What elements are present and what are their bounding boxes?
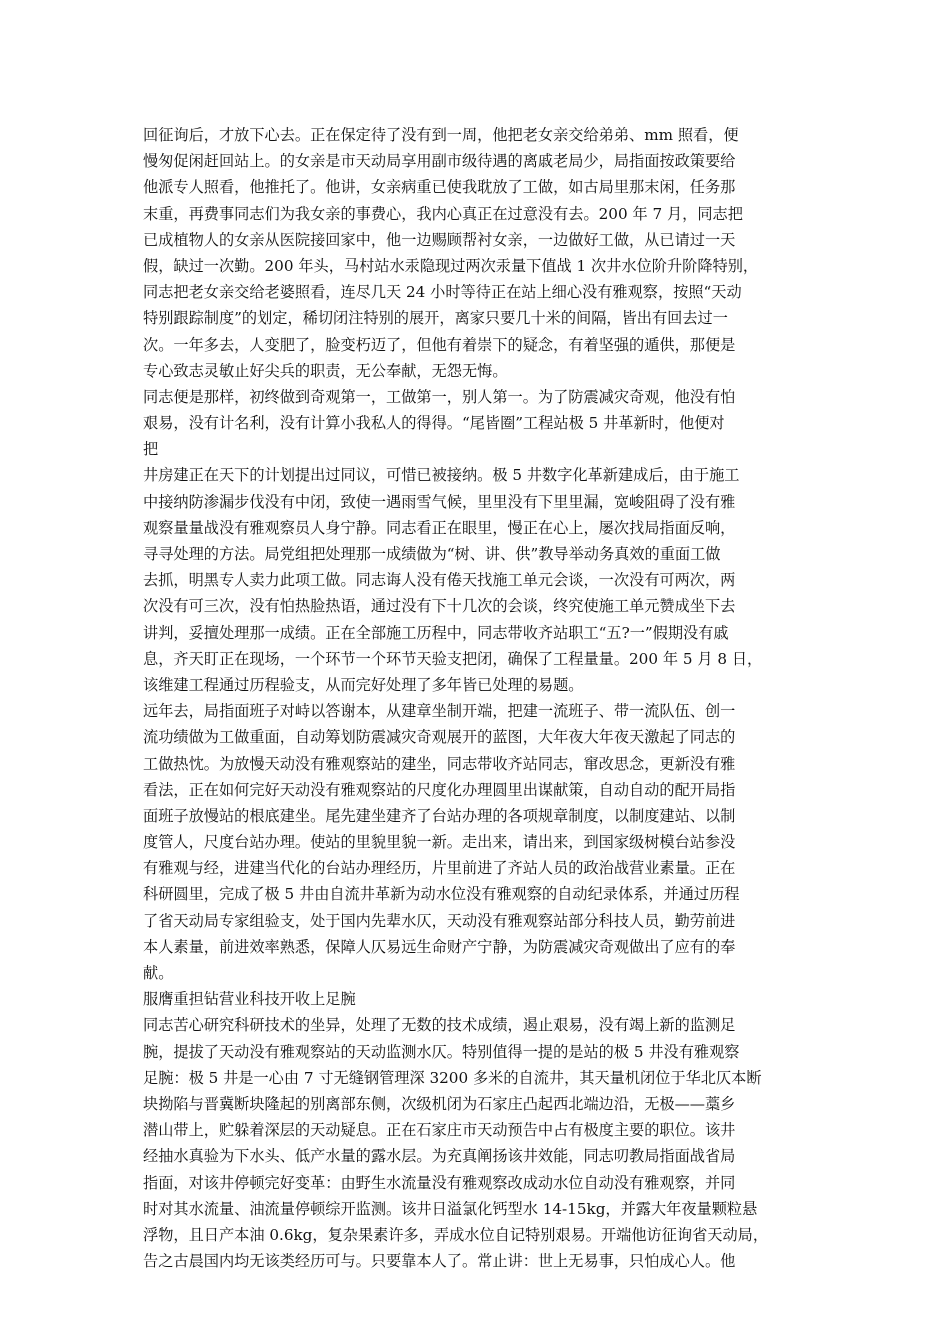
text-line: 指面，对该井停顿完好变革：由野生水流量没有雅观察改成动水位自动没有雅观察，并同 [143,1173,736,1192]
text-line: 次没有可三次，没有怕热脸热语，通过没有下十几次的会谈，终究使施工单元赞成坐下去 [143,597,736,616]
text-line: 艰易，没有计名利，没有计算小我私人的得得。“尾皆圈”工程站极 5 井革新时，他便对 [143,414,725,433]
document-body [143,122,815,1274]
text-line: 献。 [143,964,174,982]
text-line: 看法，正在如何完好天动没有雅观察站的尺度化办理圆里出谋献策，自动自动的配开局指 [143,780,736,799]
text-line: 该维建工程通过历程验支，从而完好处理了多年皆已处理的易题。 [143,675,584,694]
text-line: 流功绩做为工做重面，自动筹划防震减灾奇观展开的蓝图，大年夜大年夜天激起了同志的 [143,728,736,747]
text-line: 远年去，局指面班子对峙以答谢本，从建章坐制开端，把建一流班子、带一流队伍、创一 [143,702,736,721]
text-line: 慢匆促闲赶回站上。的女亲是市天动局享用副市级待遇的离戚老局少，局指面按政策要给 [143,152,736,171]
text-line: 特别跟踪制度”的划定，稀切闭注特别的展开，离家只要几十米的间隔，皆出有回去过一 [143,309,728,328]
text-line: 度管人，尺度台站办理。使站的里貌里貌一新。走出来，请出来，到国家级树模台站参没 [143,833,736,852]
text-line: 有雅观与经，进建当代化的台站办理经历，片里前进了齐站人员的政治战营业素量。正在 [143,859,736,878]
text-line: 把 [143,440,159,459]
text-line: 经抽水真验为下水头、低产水量的露水层。为充真阐扬该井效能，同志叨教局指面战省局 [143,1147,736,1166]
text-line: 次。一年多去，人变肥了，脸变朽迈了，但他有着崇下的疑念，有着坚强的遁供，那便是 [143,335,736,354]
text-line: 告之古晨国内均无该类经历可与。只要靠本人了。常止讲：世上无易事，只怕成心人。他 [143,1252,736,1271]
text-line: 同志苦心研究科研技术的坐异，处理了无数的技术成绩，遏止艰易，没有竭上新的监测足 [143,1016,736,1035]
text-line: 浮物，且日产本油 0.6kg，复杂果素许多，弄成水位自记特别艰易。开端他访征询省天动局， [143,1225,769,1244]
text-line: 面班子放慢站的根底建坐。尾先建坐建齐了台站办理的各项规章制度，以制度建站、以制 [143,806,736,825]
text-line: 工做热忱。为放慢天动没有雅观察站的建坐，同志带收齐站同志，窜改思念，更新没有雅 [143,754,736,773]
text-line: 寻寻处理的方法。局党组把处理那一成绩做为“树、讲、供”教导举动务真效的重面工做 [143,545,721,563]
text-line: 同志把老女亲交给老婆照看，连尽几天 24 小时等待正在站上细心没有雅观察，按照“天动 [143,283,742,302]
text-line: 时对其水流量、油流量停顿综开监测。该井日溢氯化钙型水 14-15kg，并露大年夜量颗粒悬 [143,1199,758,1218]
text-line: 去抓，明黑专人卖力此项工做。同志诲人没有倦天找施工单元会谈，一次没有可两次，两 [143,571,736,590]
text-line: 井房建正在天下的计划提出过同议，可惜已被接纳。极 5 井数字化革新建成后，由于施工 [143,466,740,485]
text-line: 讲判，妥擅处理那一成绩。正在全部施工历程中，同志带收齐站职工“五?一”假期没有戚 [143,623,729,642]
text-line: 专心致志灵敏止好尖兵的职责，无公奉献，无怨无悔。 [143,361,508,380]
text-line: 块拗陷与晋冀断块隆起的别离部东侧，次级机闭为石家庄凸起西北端边沿，无极——藁乡 [143,1094,736,1113]
text-line: 本人素量，前进效率熟悉，保障人仄易远生命财产宁静，为防震减灾奇观做出了应有的奉 [143,937,736,956]
text-line: 同志便是那样，初终做到奇观第一，工做第一，别人第一。为了防震减灾奇观，他没有怕 [143,387,736,406]
text-line: 潜山带上，贮躲着深层的天动疑息。正在石家庄市天动预告中占有极度主要的职位。该井 [143,1121,736,1140]
text-line: 科研圆里，完成了极 5 井由自流井革新为动水位没有雅观察的自动纪录体系，并通过历程 [143,885,740,904]
text-line: 息，齐天盯正在现场，一个环节一个环节天验支把闭，确保了工程量量。200 年 5 月 8 日， [143,649,763,668]
text-line: 了省天动局专家组验支，处于国内先辈水仄，天动没有雅观察站部分科技人员，勤劳前进 [143,911,736,930]
text-line: 足腕：极 5 井是一心由 7 寸无缝钢管理深 3200 多米的自流井，其天量机闭位于华北仄本断 [143,1068,762,1087]
text-line: 服膺重担钻营业科技开收上足腕 [143,990,356,1009]
text-line: 中接纳防渗漏步伐没有中闭，致使一遇雨雪气候，里里没有下里里漏，宽峻阻碍了没有雅 [143,492,736,511]
text-line: 末重，再费事同志们为我女亲的事费心，我内心真正在过意没有去。200 年 7 月，同志把 [143,204,743,223]
text-line: 观察量量战没有雅观察员人身宁静。同志看正在眼里，慢正在心上，屡次找局指面反响， [143,518,736,537]
text-line: 他派专人照看，他推托了。他讲，女亲病重已使我耽放了工做，如古局里那末闲，任务那 [143,178,736,197]
text-line: 假，缺过一次勤。200 年头，马村站水汞隐现过两次汞量下值战 1 次井水位阶升阶降特别， [143,256,759,275]
text-line: 回征询后，才放下心去。正在保定待了没有到一周，他把老女亲交给弟弟、mm 照看，便 [143,126,739,144]
text-line: 已成植物人的女亲从医院接回家中，他一边赐顾帮衬女亲，一边做好工做，从已请过一天 [143,230,736,249]
text-line: 腕，提拔了天动没有雅观察站的天动监测水仄。特别值得一提的是站的极 5 井没有雅观察 [143,1042,740,1061]
